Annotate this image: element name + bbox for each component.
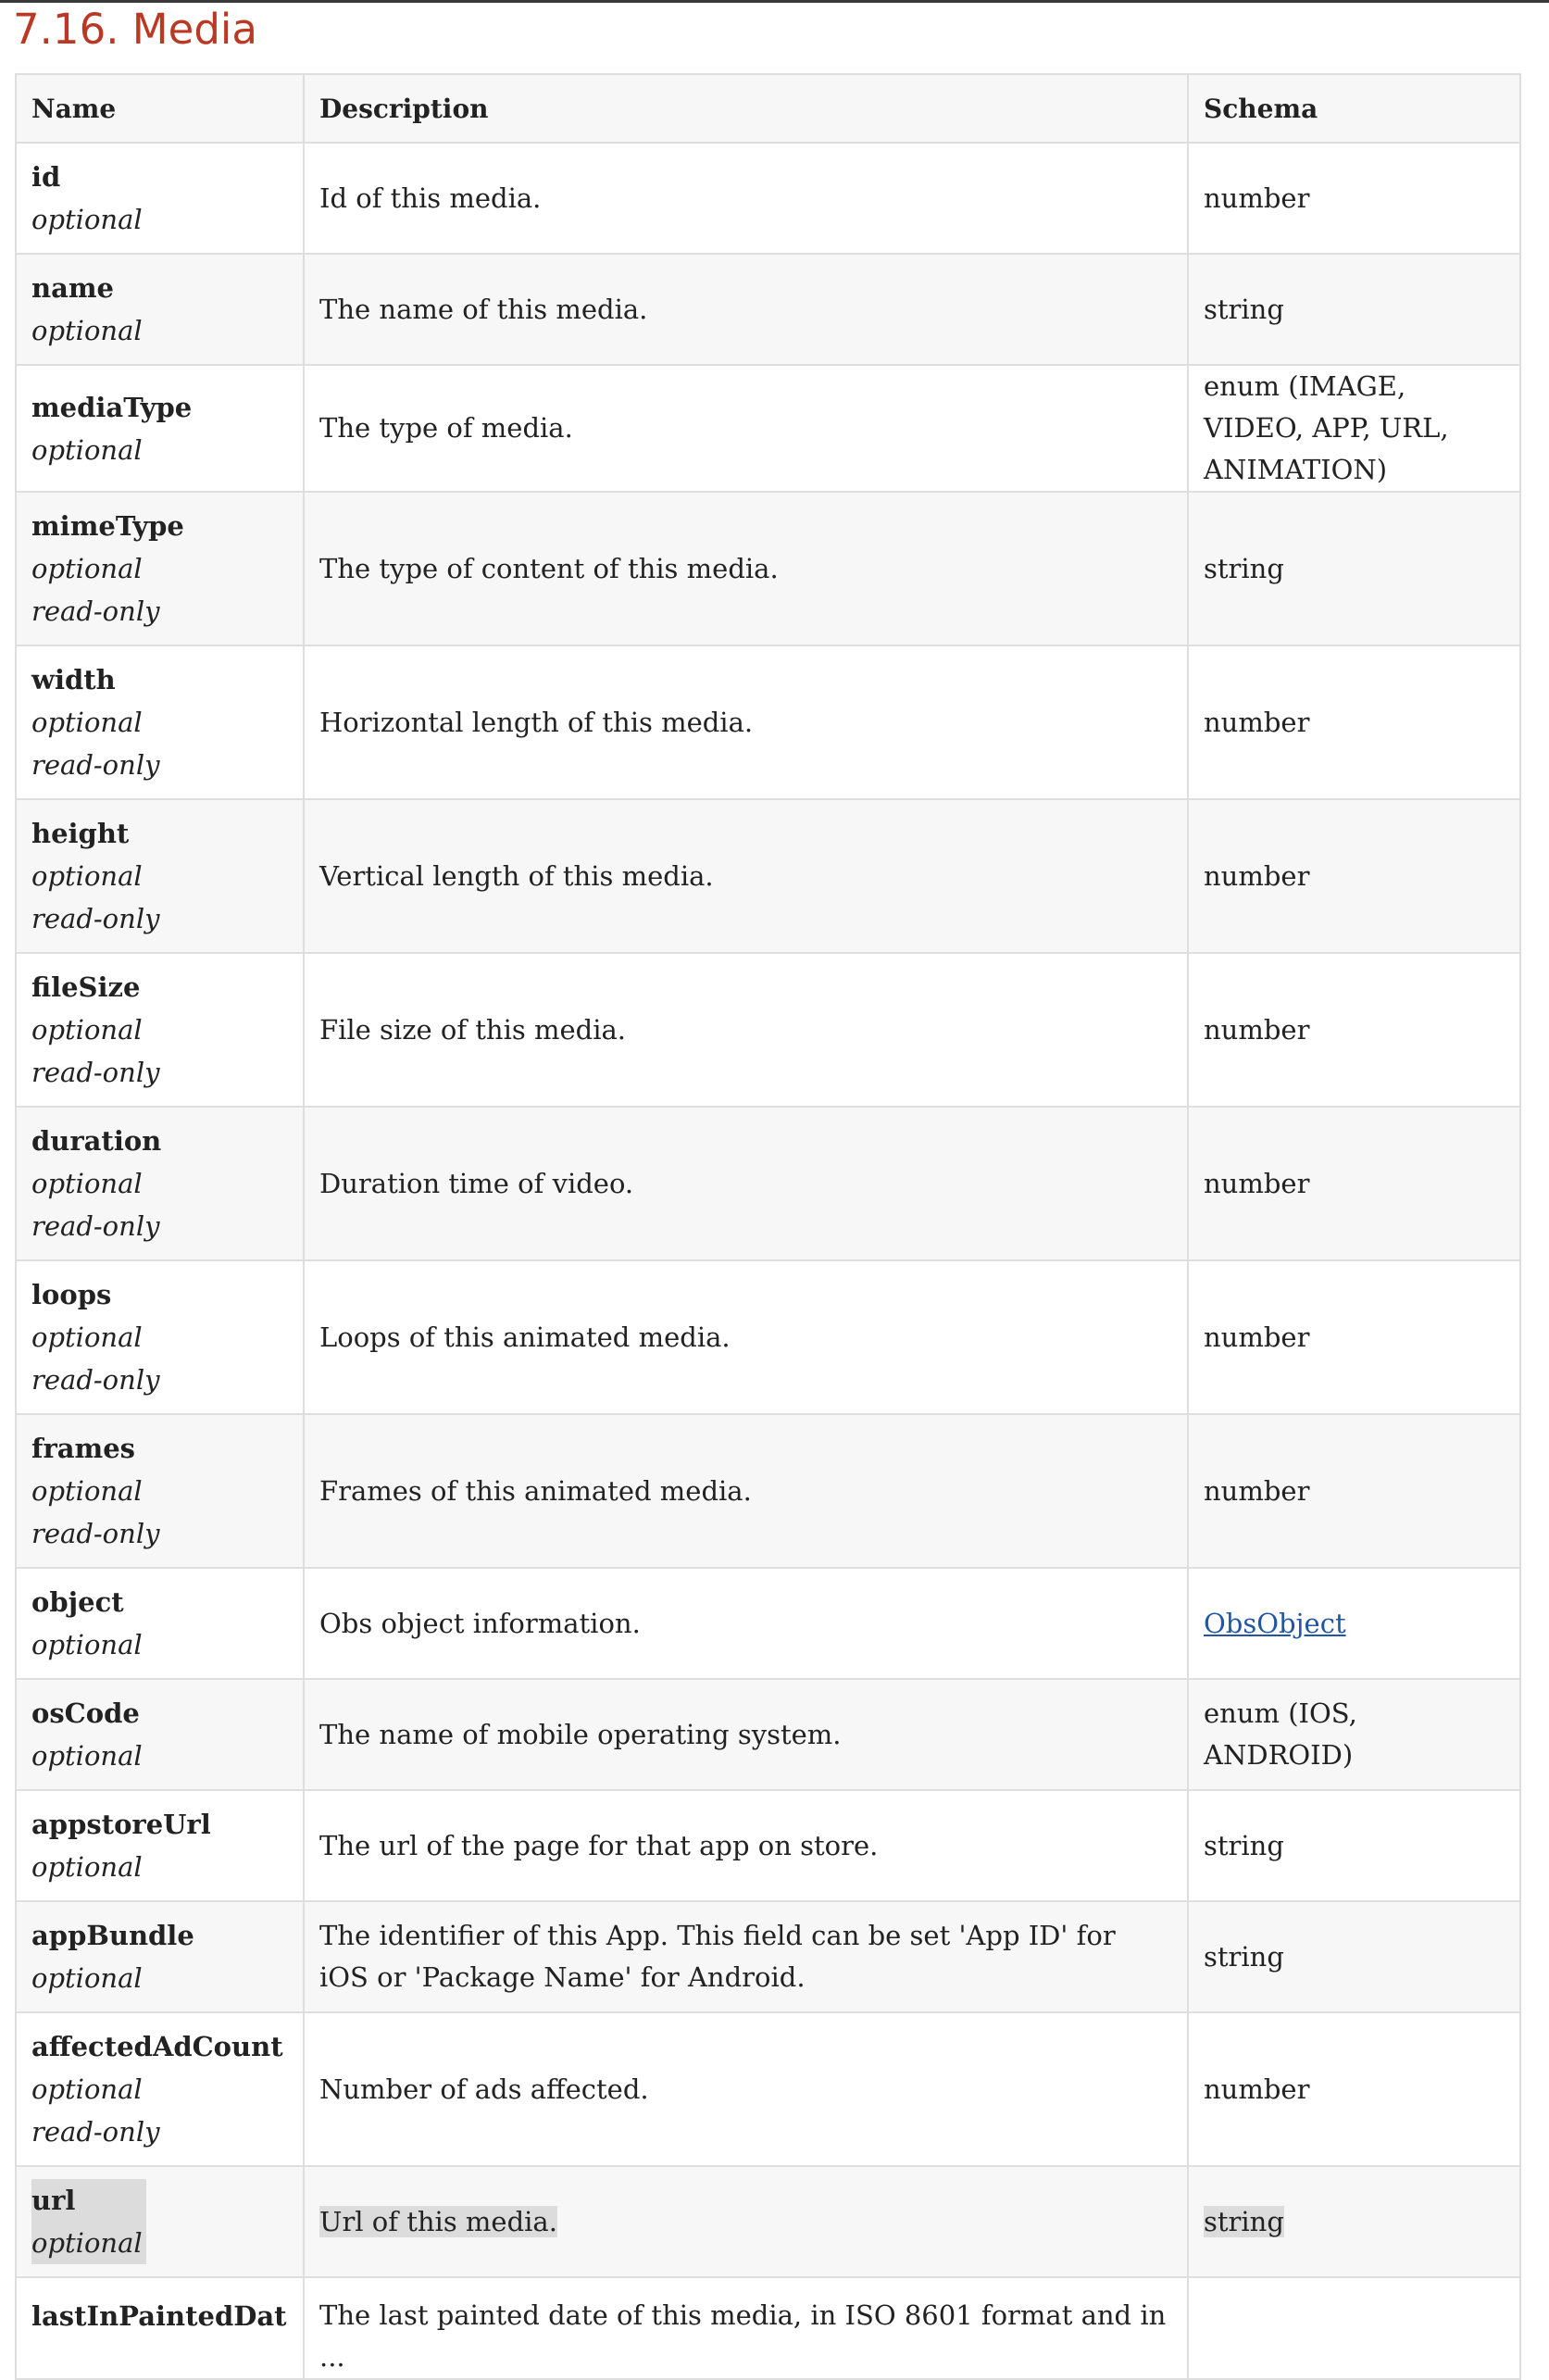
description-cell: The last painted date of this media, in ISO 8601 format and in ... [304, 2277, 1188, 2379]
property-flag: read-only [31, 1364, 160, 1396]
name-cell [16, 1901, 304, 2012]
media-properties-table [15, 73, 1521, 2380]
name-cell [16, 2012, 304, 2166]
property-flag: read-only [31, 595, 160, 627]
property-name: id [31, 161, 61, 193]
schema-cell: string [1188, 1790, 1520, 1901]
name-cell [16, 1790, 304, 1901]
name-cell [16, 2166, 304, 2277]
property-flag: optional [31, 2073, 143, 2105]
property-name: mediaType [31, 391, 193, 423]
property-flag: optional [31, 1629, 143, 1660]
description-cell: Duration time of video. [304, 1107, 1188, 1260]
table-row [16, 254, 1520, 365]
property-flag: read-only [31, 1518, 160, 1549]
schema-cell [1188, 2166, 1520, 2277]
schema-cell: string [1188, 254, 1520, 365]
table-row [16, 799, 1520, 953]
property-name: appstoreUrl [31, 1809, 211, 1840]
description-cell: File size of this media. [304, 953, 1188, 1107]
property-flag: read-only [31, 749, 160, 781]
top-rule [0, 0, 1549, 3]
schema-cell: string [1188, 492, 1520, 645]
table-row [16, 1260, 1520, 1414]
name-cell [16, 1414, 304, 1568]
schema-cell: number [1188, 953, 1520, 1107]
schema-cell: number [1188, 799, 1520, 953]
table-row [16, 365, 1520, 492]
property-name: loops [31, 1279, 112, 1310]
selected-name-block [31, 2179, 146, 2264]
property-flag: read-only [31, 903, 160, 934]
property-name: width [31, 664, 116, 695]
table-row [16, 1414, 1520, 1568]
schema-cell: number [1188, 645, 1520, 799]
property-name: appBundle [31, 1920, 194, 1951]
property-flag: optional [31, 1168, 143, 1199]
table-row [16, 2012, 1520, 2166]
schema-cell: enum (IMAGE, VIDEO, APP, URL, ANIMATION) [1188, 365, 1520, 492]
table-row [16, 1568, 1520, 1679]
table-row [16, 492, 1520, 645]
name-cell [16, 492, 304, 645]
property-name: osCode [31, 1697, 140, 1729]
name-cell [16, 1107, 304, 1260]
schema-cell: number [1188, 143, 1520, 254]
table-row [16, 143, 1520, 254]
property-flag: optional [31, 1962, 143, 1994]
property-flag: optional [31, 860, 143, 892]
description-cell: Horizontal length of this media. [304, 645, 1188, 799]
property-name: mimeType [31, 510, 184, 542]
property-flag: optional [31, 1851, 143, 1883]
description-cell: Obs object information. [304, 1568, 1188, 1679]
schema-cell: string [1188, 1901, 1520, 2012]
description-cell: Id of this media. [304, 143, 1188, 254]
description-cell: The name of mobile operating system. [304, 1679, 1188, 1790]
table-row-partial [16, 2277, 1520, 2379]
property-name: url [31, 2179, 79, 2222]
property-flag: read-only [31, 1210, 160, 1242]
description-cell: Vertical length of this media. [304, 799, 1188, 953]
description-cell: Loops of this animated media. [304, 1260, 1188, 1414]
obsobject-schema-link[interactable]: ObsObject [1204, 1607, 1346, 1639]
property-flag: optional [31, 204, 143, 235]
schema-cell: number [1188, 1107, 1520, 1260]
description-cell: Number of ads affected. [304, 2012, 1188, 2166]
name-cell [16, 1568, 304, 1679]
name-cell [16, 2277, 304, 2379]
property-name: fileSize [31, 971, 141, 1003]
name-cell [16, 953, 304, 1107]
header-schema: Schema [1188, 74, 1520, 143]
table-header-row [16, 74, 1520, 143]
description-cell: Frames of this animated media. [304, 1414, 1188, 1568]
property-flag: optional [31, 553, 143, 584]
description-cell [304, 2166, 1188, 2277]
selected-description: Url of this media. [319, 2205, 557, 2237]
table-row [16, 1107, 1520, 1260]
description-cell: The name of this media. [304, 254, 1188, 365]
name-cell [16, 799, 304, 953]
section-title: 7.16. Media [13, 5, 257, 54]
table-row [16, 645, 1520, 799]
property-name: lastInPaintedDat [31, 2300, 287, 2332]
description-cell: The identifier of this App. This field can be set 'App ID' for iOS or 'Package Name' for Android. [304, 1901, 1188, 2012]
property-name: height [31, 818, 130, 849]
name-cell [16, 254, 304, 365]
property-name: duration [31, 1125, 162, 1157]
property-flag: optional [31, 1322, 143, 1353]
selected-schema: string [1204, 2205, 1284, 2237]
property-flag: read-only [31, 2116, 160, 2148]
table-row [16, 1679, 1520, 1790]
schema-cell [1188, 1568, 1520, 1679]
schema-cell: number [1188, 1414, 1520, 1568]
property-name: affectedAdCount [31, 2031, 283, 2062]
name-cell [16, 143, 304, 254]
name-cell [16, 365, 304, 492]
table-row [16, 1901, 1520, 2012]
table-row-selected [16, 2166, 1520, 2277]
description-cell: The type of media. [304, 365, 1188, 492]
header-description: Description [304, 74, 1188, 143]
schema-cell: number [1188, 2012, 1520, 2166]
description-cell: The type of content of this media. [304, 492, 1188, 645]
schema-cell: number [1188, 1260, 1520, 1414]
name-cell [16, 645, 304, 799]
property-flag: optional [31, 1014, 143, 1046]
name-cell [16, 1679, 304, 1790]
property-flag: optional [31, 1740, 143, 1772]
property-flag: optional [31, 707, 143, 738]
property-name: frames [31, 1433, 136, 1464]
header-name: Name [16, 74, 304, 143]
schema-cell: enum (IOS, ANDROID) [1188, 1679, 1520, 1790]
table-row [16, 953, 1520, 1107]
property-name: object [31, 1586, 124, 1618]
property-flag: optional [31, 2222, 146, 2264]
property-flag: optional [31, 433, 143, 466]
table-row [16, 1790, 1520, 1901]
name-cell [16, 1260, 304, 1414]
schema-cell [1188, 2277, 1520, 2379]
property-flag: optional [31, 315, 143, 346]
property-flag: read-only [31, 1057, 160, 1088]
property-flag: optional [31, 1475, 143, 1507]
property-name: name [31, 272, 115, 304]
description-cell: The url of the page for that app on store. [304, 1790, 1188, 1901]
